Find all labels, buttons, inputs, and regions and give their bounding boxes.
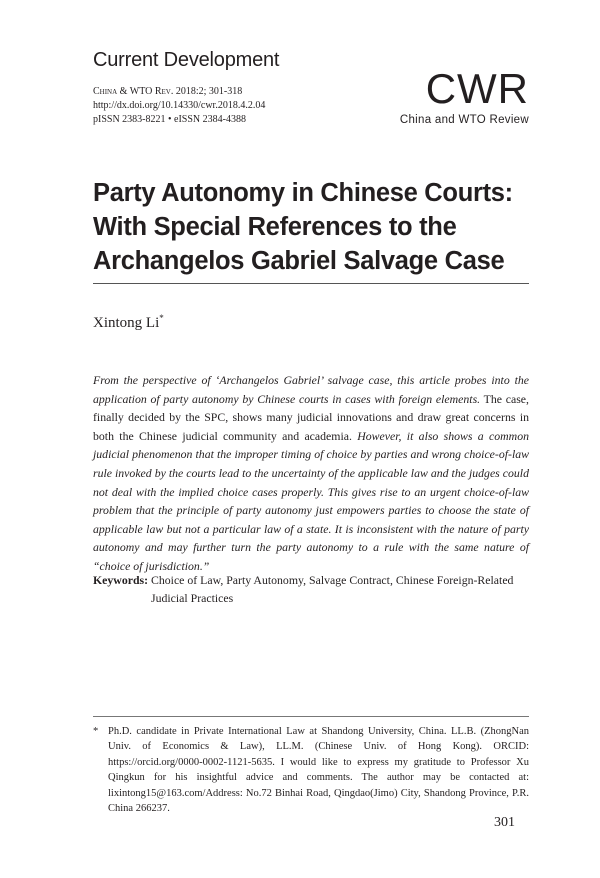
journal-logo bbox=[384, 65, 529, 126]
doi-link[interactable]: http://dx.doi.org/10.14330/cwr.2018.4.2.04 bbox=[93, 100, 266, 111]
citation-block bbox=[93, 85, 265, 127]
abstract-part: The case, finally decided by the SPC, shows many judicial innovations and draw great concerns in both the Chinese judicial community and academia. bbox=[93, 391, 529, 443]
title-line: With Special References to the bbox=[93, 213, 457, 241]
volume-pages: 2018:2; 301-318 bbox=[175, 86, 243, 97]
abstract bbox=[93, 371, 529, 576]
author-footnote-mark[interactable]: * bbox=[159, 313, 164, 323]
title-divider bbox=[93, 283, 529, 284]
logo-subtitle: China and WTO Review bbox=[399, 114, 529, 126]
footnote-mark: * bbox=[93, 726, 99, 737]
article-title bbox=[93, 176, 533, 278]
keywords-list-continued: Judicial Practices bbox=[151, 591, 234, 605]
author-name: Xintong Li* bbox=[93, 313, 164, 331]
abstract-part: However, it also shows a common judicial phenomenon that the improper timing of choice by parties and wrong choice-of-law rule invoked by the courts lead to the uncertainty of the applicable law and the judges could not deal with the implied choice cases properly. This gives rise to an urgent choice-of-law problem that the principle of party autonomy just empowers parties to choose the state of applicable law but not a particular law of a state. It is inconsistent with the nature of party autonomy and may further turn the party autonomy to a rule with the same nature of “choice of jurisdiction.” bbox=[93, 428, 529, 573]
footnote-divider bbox=[93, 716, 529, 717]
keywords-list: Choice of Law, Party Autonomy, Salvage Contract, Chinese Foreign-Related bbox=[151, 573, 514, 587]
title-line: Party Autonomy in Chinese Courts: bbox=[93, 179, 513, 207]
page-number: 301 bbox=[494, 815, 515, 830]
footnote-text: Ph.D. candidate in Private International Law at Shandong University, China. LL.B. (ZhongNan Univ. of Economics & Law), LL.M. (Chinese Univ. of Hong Kong). ORCID: https://orcid.org/0000-0002-1121-5635. I would like to express my gratitude to Professor Xu Qingkun for his insightful advice and comments. The author may be contacted at: lixintong15@163.com/Address: No.72 Binhai Road, Qingdao(Jimo) City, Shandong Province, P.R. China 266237. bbox=[108, 726, 529, 815]
abstract-part: From the perspective of ‘Archangelos Gabriel’ salvage case, this article probes into the application of party autonomy by Chinese courts in cases with foreign elements. bbox=[93, 373, 529, 406]
journal-abbreviation: China & WTO Rev. bbox=[93, 86, 174, 97]
issn-line: pISSN 2383-8221 • eISSN 2384-4388 bbox=[93, 114, 246, 125]
title-line: Archangelos Gabriel Salvage Case bbox=[93, 247, 505, 275]
footnote bbox=[93, 724, 529, 816]
keywords bbox=[93, 571, 533, 607]
logo-mark: CWR bbox=[425, 65, 529, 112]
journal-citation bbox=[93, 85, 265, 99]
section-label: Current Development bbox=[93, 49, 280, 71]
keywords-label: Keywords: bbox=[93, 573, 149, 587]
